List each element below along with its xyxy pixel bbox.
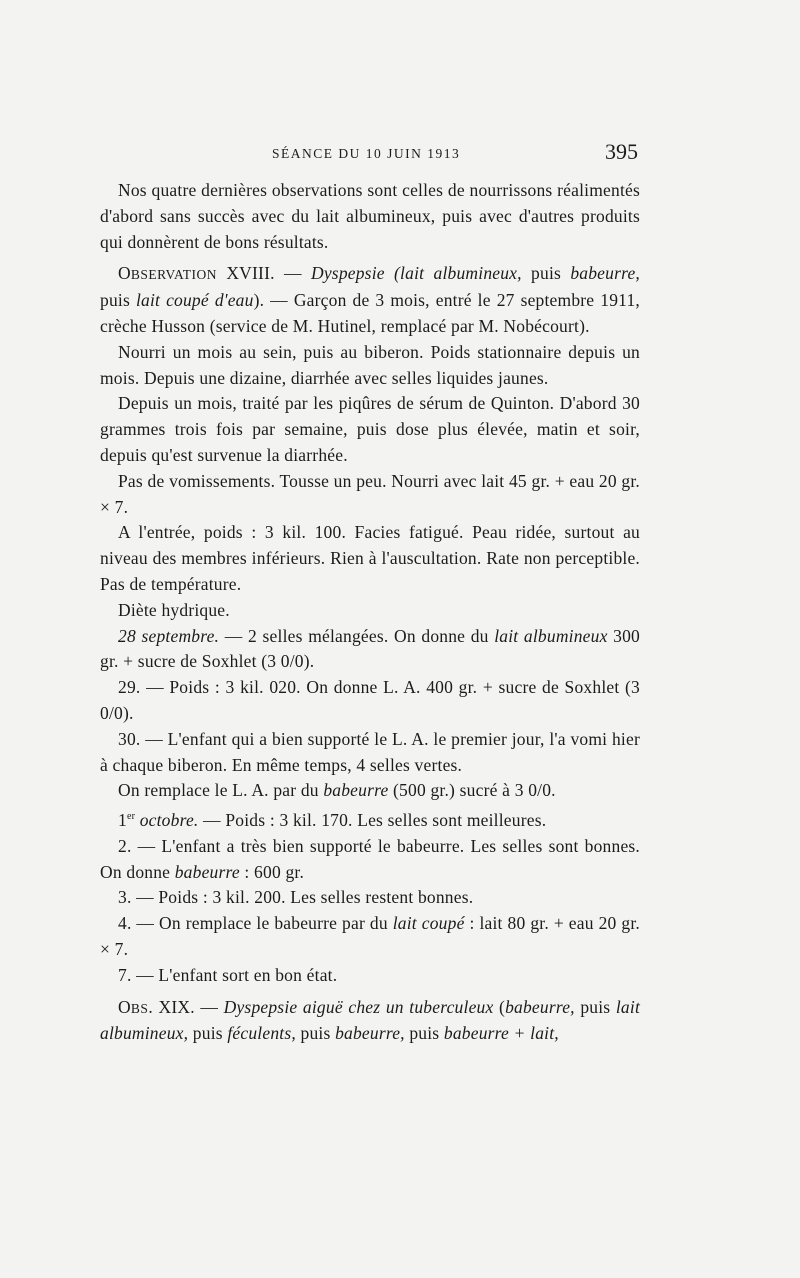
- obs19-t7: féculents,: [227, 1023, 296, 1044]
- obs18-p10-rest: — Poids : 3 kil. 170. Les selles sont meilleures.: [198, 809, 547, 830]
- obs18-p10-date: octobre.: [135, 809, 199, 830]
- obs18-paragraph-8: 30. — L'enfant qui a bien supporté le L. A. le premier jour, l'a vomi hier à chaque biberon. En même temps, 4 selles vertes.: [100, 728, 640, 775]
- obs18-title-d: puis: [100, 290, 136, 311]
- running-title: SÉANCE DU 10 JUIN 1913: [272, 146, 461, 161]
- obs18-label-initial: O: [118, 263, 131, 284]
- obs19-t6: puis: [188, 1023, 228, 1044]
- obs18-p10-sup: er: [126, 811, 136, 823]
- obs18-paragraph-3: Pas de vomissements. Tousse un peu. Nourri avec lait 45 gr. + eau 20 gr. × 7.: [100, 470, 640, 517]
- page-header: [0, 139, 800, 169]
- obs18-p10-num: 1: [118, 809, 127, 830]
- obs18-paragraph-7: 29. — Poids : 3 kil. 020. On donne L. A. 400 gr. + sucre de Soxhlet (3 0/0).: [100, 677, 640, 723]
- page-number: 395: [605, 139, 638, 164]
- obs19-t11: babeurre + lait,: [443, 1023, 559, 1044]
- obs19-t2: (: [493, 996, 506, 1017]
- obs18-label-smallcaps: BSERVATION: [130, 267, 218, 283]
- obs18-p13-b: lait coupé: [392, 913, 465, 934]
- observation-19-heading: [100, 995, 640, 1048]
- obs18-paragraph-11: [100, 834, 640, 886]
- obs18-p11-c: : 600 gr.: [239, 861, 305, 882]
- obs19-t8: puis: [295, 1023, 336, 1044]
- obs18-p6-a: — 2 selles mélangées. On donne du: [219, 625, 495, 646]
- obs18-p9-a: On remplace le L. A. par du: [118, 780, 324, 801]
- obs19-label-initial: O: [118, 996, 131, 1017]
- obs18-paragraph-14: 7. — L'enfant sort en bon état.: [118, 964, 338, 985]
- obs18-p13-a: 4. — On remplace le babeurre par du: [118, 913, 393, 934]
- obs19-t10: puis: [404, 1023, 444, 1044]
- obs19-t1: Dyspepsie aiguë chez un tuberculeux: [223, 996, 494, 1017]
- obs19-t3: babeurre,: [505, 996, 575, 1017]
- obs19-t4: puis: [574, 996, 616, 1017]
- obs18-paragraph-2: Depuis un mois, traité par les piqûres de sérum de Quinton. D'abord 30 grammes trois fois par semaine, puis dose plus élevée, matin et soir, depuis qu'est survenue la diarrhée.: [100, 393, 640, 465]
- obs18-p6-b: lait albumineux: [494, 625, 608, 646]
- obs18-p6-date: 28 septembre.: [118, 625, 220, 646]
- obs18-label-num: XVIII. —: [217, 263, 311, 284]
- obs18-paragraph-13: [100, 911, 640, 963]
- obs18-paragraph-4: A l'entrée, poids : 3 kil. 100. Facies fatigué. Peau ridée, surtout au niveau des membres inférieurs. Rien à l'auscultation. Rate non perceptible. Pas de température.: [100, 522, 640, 594]
- obs18-p11-a: 2. — L'enfant a très bien supporté le babeurre. Les selles sont bonnes. On donne: [100, 835, 640, 882]
- obs18-title-f: ). — Garçon de 3 mois, entré le 27 septembre 1911, crèche Husson (service de M. Hutinel, remplacé par M. Nobécourt).: [100, 290, 640, 336]
- obs18-p9-c: (500 gr.) sucré à 3 0/0.: [388, 780, 556, 801]
- observation-18-heading: [100, 261, 640, 339]
- obs18-paragraph-1: Nourri un mois au sein, puis au biberon. Poids stationnaire depuis un mois. Depuis une dizaine, diarrhée avec selles liquides jaunes.: [100, 341, 640, 388]
- obs18-p6-c: 300 gr. + sucre de Soxhlet (3 0/0).: [100, 625, 641, 672]
- obs18-paragraph-5: Diète hydrique.: [118, 599, 230, 620]
- obs18-paragraph-9: [100, 778, 640, 804]
- obs18-title-b: puis: [521, 263, 571, 284]
- obs19-label-num: . XIX. —: [148, 996, 224, 1017]
- intro-paragraph: Nos quatre dernières observations sont celles de nourrissons réalimentés d'abord sans succès avec du lait albumineux, puis avec d'autres produits qui donnèrent de bons résultats.: [100, 180, 640, 252]
- obs18-paragraph-6: [100, 624, 640, 676]
- obs18-paragraph-10: [100, 804, 640, 834]
- body-text: [100, 178, 640, 1047]
- obs18-title-a: Dyspepsie (lait albumineux,: [311, 263, 522, 284]
- obs18-title-e: lait coupé d'eau: [135, 290, 254, 311]
- obs19-t9: babeurre,: [335, 1023, 405, 1044]
- obs19-label-smallcaps: BS: [130, 1000, 149, 1016]
- obs18-title-c: babeurre,: [570, 263, 641, 284]
- obs18-p9-b: babeurre: [323, 780, 389, 801]
- obs19-t5: lait albumineux,: [100, 996, 641, 1044]
- obs18-p13-c: : lait 80 gr. + eau 20 gr. × 7.: [100, 913, 641, 959]
- obs18-paragraph-12: 3. — Poids : 3 kil. 200. Les selles restent bonnes.: [118, 887, 474, 908]
- obs18-p11-b: babeurre: [174, 861, 240, 882]
